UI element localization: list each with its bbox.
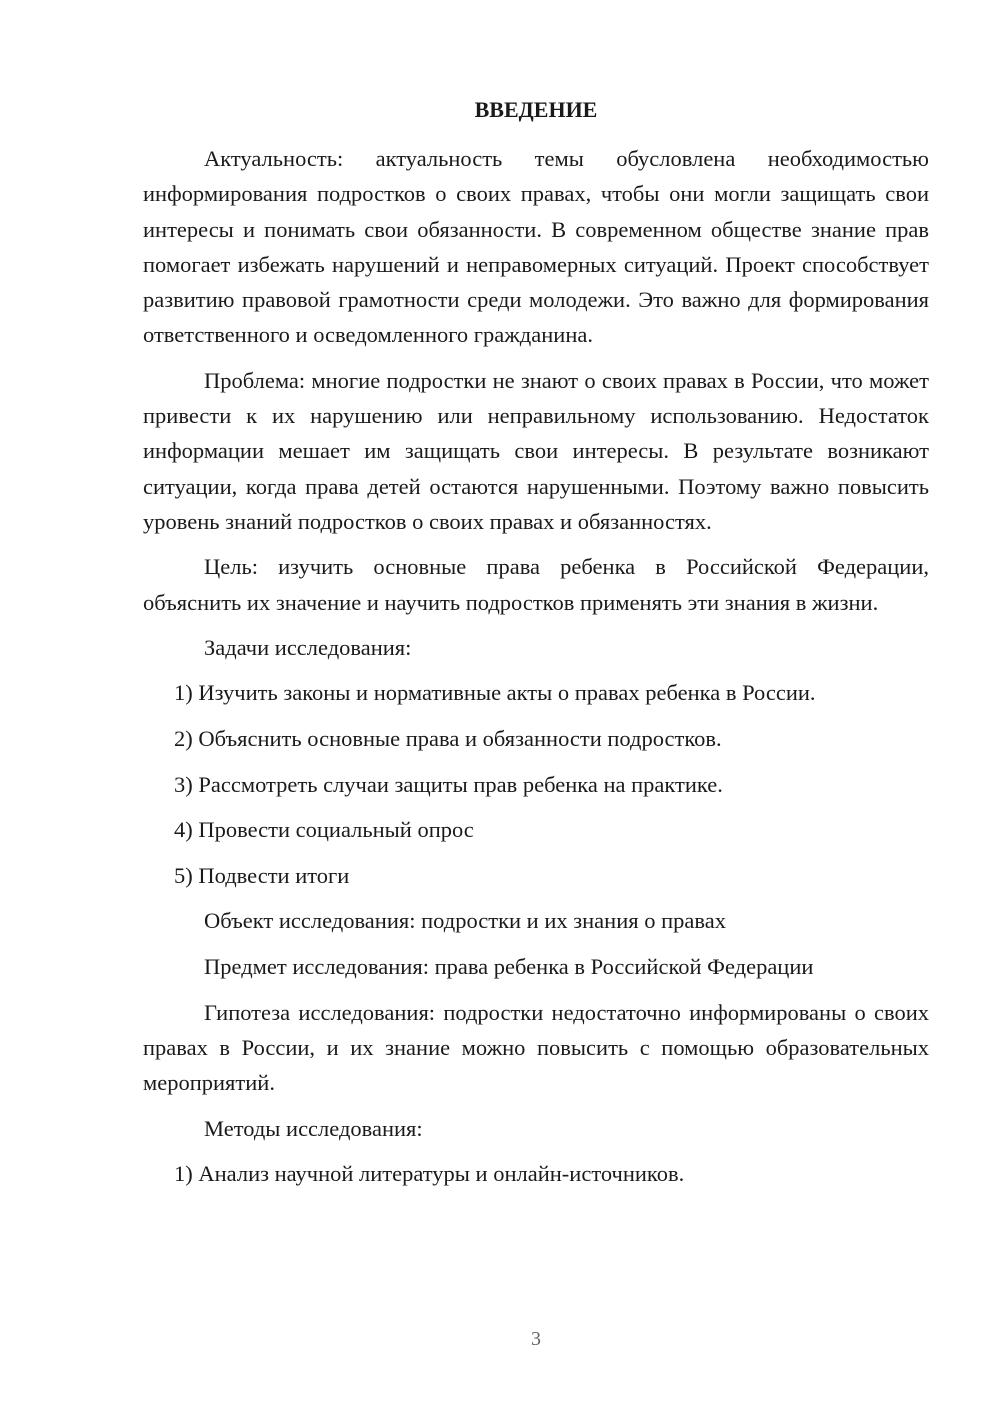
goal-paragraph: Цель: изучить основные права ребенка в Российской Федерации, объяснить их значение и научить подростков применять эти знания в жизни. [143, 554, 929, 615]
list-item: 1) Анализ научной литературы и онлайн-источников. [174, 1161, 685, 1187]
problem-paragraph: Проблема: многие подростки не знают о своих правах в России, что может привести к их нарушению или неправильному использованию. Недостаток информации мешает им защищать свои интересы. В результате возникают ситуации, когда права детей остаются нарушенными. Поэтому важно повысить уровень знаний подростков о своих правах и обязанностях. [143, 367, 929, 534]
section-title: ВВЕДЕНИЕ [474, 97, 598, 122]
methods-heading: Методы исследования: [204, 1115, 423, 1141]
research-object: Объект исследования: подростки и их знания о правах [204, 908, 726, 934]
relevance-paragraph: Актуальность: актуальность темы обусловлена необходимостью информирования подростков о своих правах, чтобы они могли защищать свои интересы и понимать свои обязанности. В современном обществе знание прав помогает избежать нарушений и неправомерных ситуаций. Проект способствует развитию правовой грамотности среди молодежи. Это важно для формирования ответственного и осведомленного гражданина. [143, 146, 929, 348]
list-item: 3) Рассмотреть случаи защиты прав ребенка на практике. [174, 771, 723, 797]
tasks-list [143, 675, 929, 893]
tasks-heading: Задачи исследования: [204, 634, 412, 660]
list-item: 4) Провести социальный опрос [174, 817, 474, 843]
methods-list [143, 1156, 929, 1191]
hypothesis-paragraph: Гипотеза исследования: подростки недостаточно информированы о своих правах в России, и их знание можно повысить с помощью образовательных мероприятий. [143, 999, 929, 1096]
research-subject: Предмет исследования: права ребенка в Российской Федерации [204, 954, 814, 980]
list-item: 5) Подвести итоги [174, 862, 350, 888]
page-number: 3 [531, 1328, 541, 1350]
list-item: 2) Объяснить основные права и обязанности подростков. [174, 726, 722, 752]
list-item: 1) Изучить законы и нормативные акты о правах ребенка в России. [174, 680, 816, 706]
document-page [143, 92, 929, 1202]
